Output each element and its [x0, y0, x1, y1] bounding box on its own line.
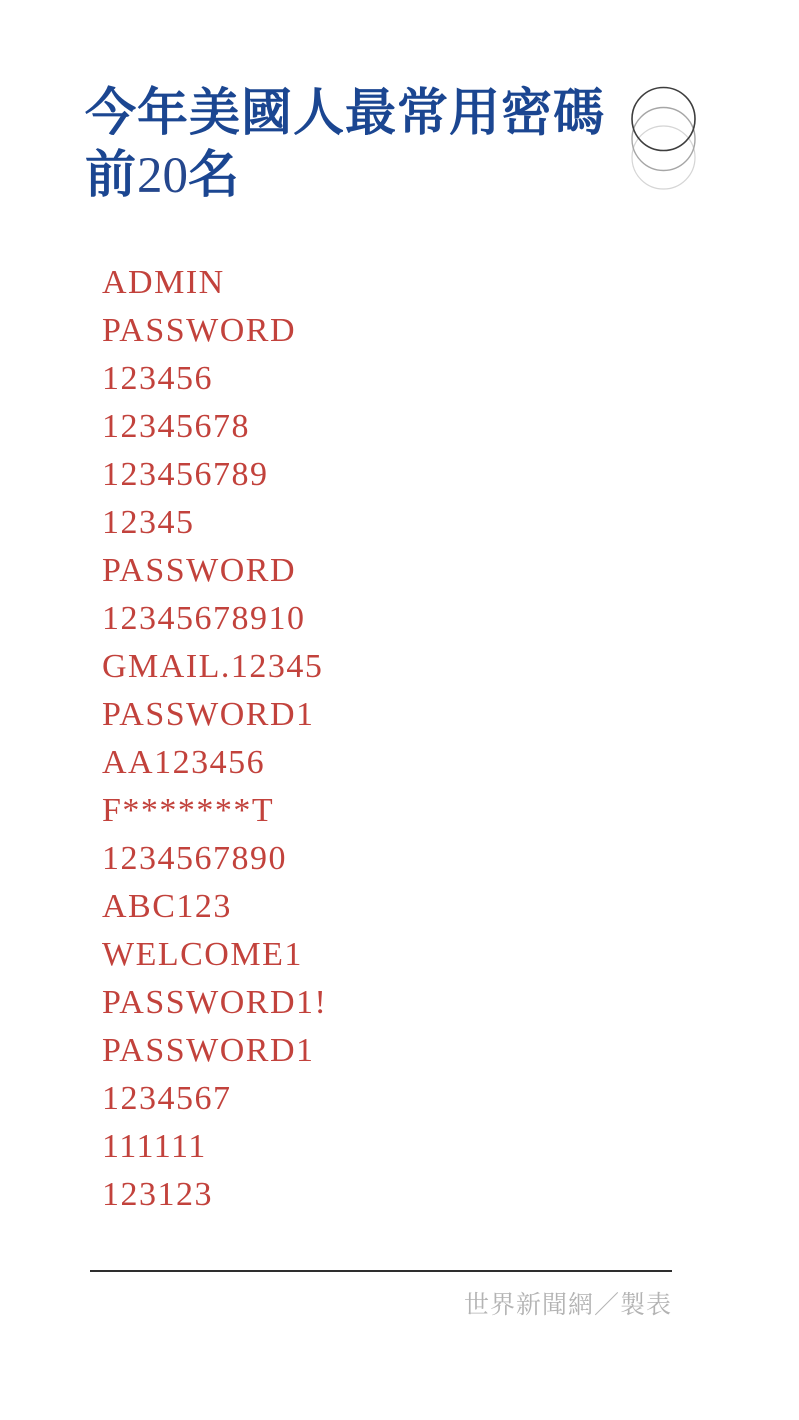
password-item: 12345: [102, 504, 195, 541]
password-item: 111111: [102, 1128, 207, 1165]
password-item: F*******T: [102, 792, 275, 829]
source-credit: 世界新聞網／製表: [463, 1291, 672, 1319]
page-title-rank-number: 20: [137, 148, 189, 204]
password-item: PASSWORD1: [102, 696, 315, 733]
password-item: PASSWORD: [102, 312, 297, 349]
overlapping-circles-icon: [627, 84, 700, 194]
password-item: ABC123: [102, 888, 232, 925]
password-item: PASSWORD1: [102, 1032, 315, 1069]
password-item: 12345678: [102, 408, 250, 445]
password-item: PASSWORD: [102, 552, 297, 589]
password-item: 1234567890: [102, 840, 287, 877]
password-item: 1234567: [102, 1080, 232, 1117]
password-item: WELCOME1: [102, 936, 303, 973]
footer-divider: [90, 1270, 672, 1272]
page-title: [85, 82, 605, 207]
page-title-line2-prefix: 前: [85, 146, 138, 203]
password-item: PASSWORD1!: [102, 984, 328, 1021]
password-item: 123123: [102, 1176, 213, 1213]
password-item: 123456: [102, 360, 213, 397]
password-item: 12345678910: [102, 600, 306, 637]
password-ranking-list: [102, 259, 327, 1219]
page-title-line1: 今年美國人最常用密碼: [85, 84, 606, 141]
password-item: 123456789: [102, 456, 269, 493]
password-item: AA123456: [102, 744, 266, 781]
password-item: GMAIL.12345: [102, 648, 324, 685]
page-title-line2-suffix: 名: [188, 146, 241, 203]
password-item: ADMIN: [102, 264, 225, 301]
